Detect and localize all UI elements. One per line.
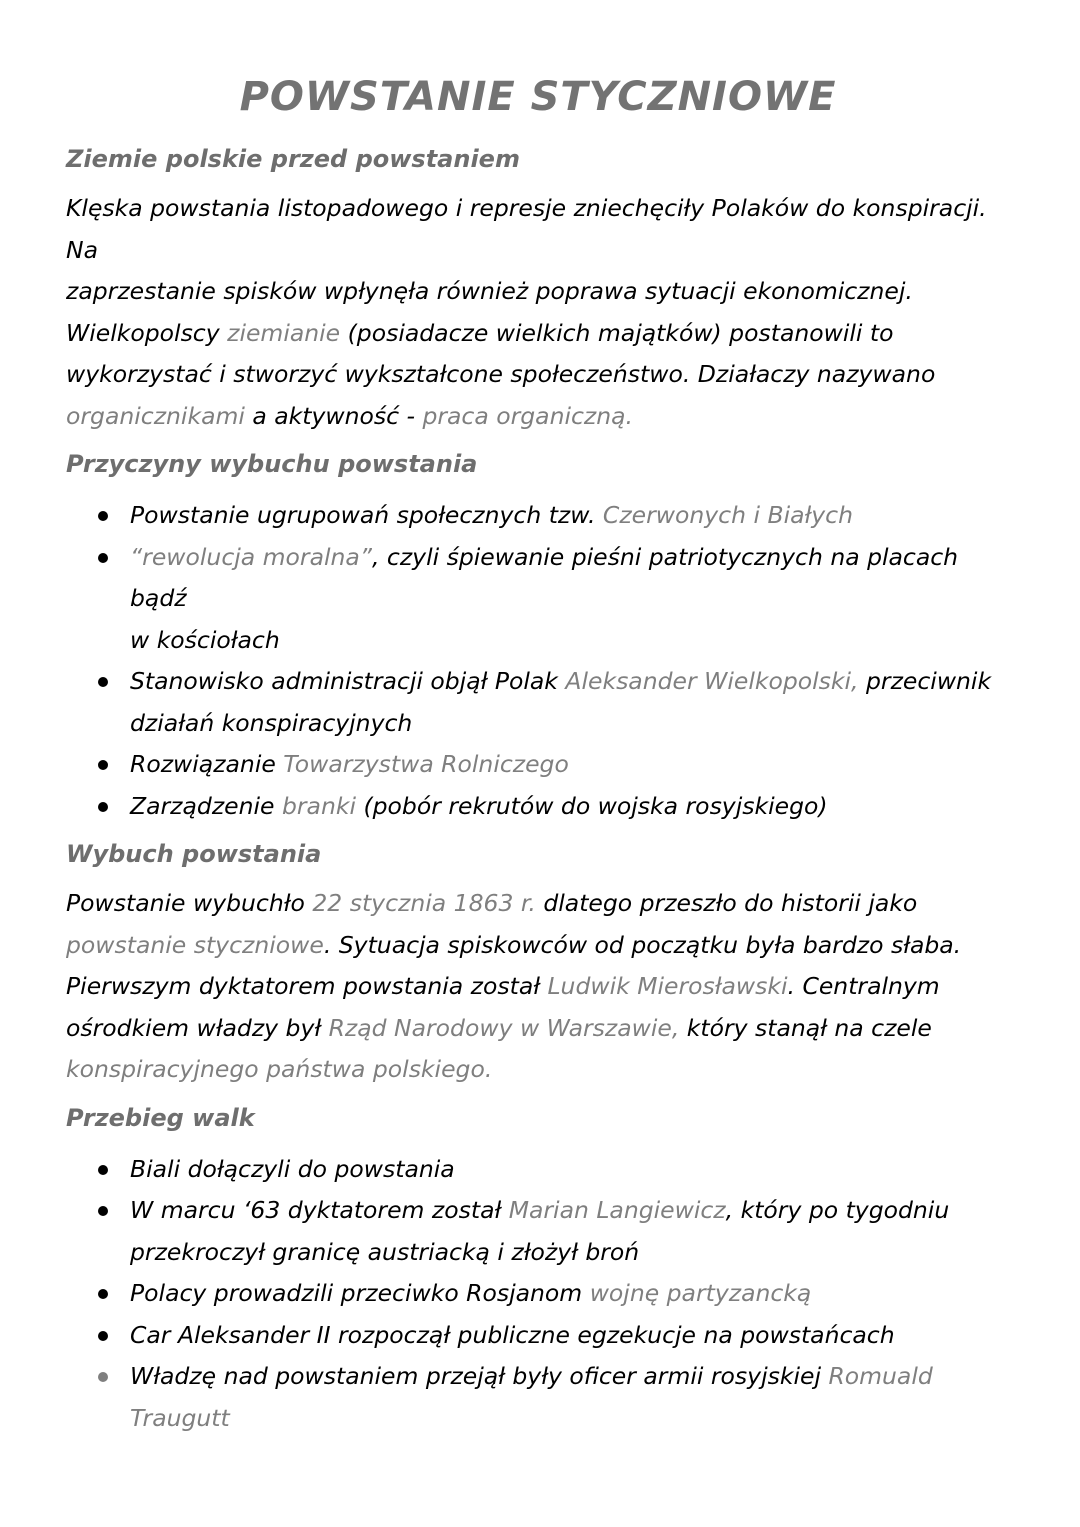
highlighted-term: ziemianie: [227, 318, 341, 347]
bullet-icon: [98, 1372, 108, 1382]
highlighted-term: Marian Langiewicz: [508, 1196, 726, 1224]
bullet-icon: [98, 1206, 108, 1216]
bullet-icon: [98, 553, 108, 563]
bullet-icon: [98, 677, 108, 687]
section-heading-causes: Przyczyny wybuchu powstania: [66, 450, 478, 478]
highlighted-term: Rząd Narodowy w Warszawie,: [328, 1013, 680, 1042]
bullet-icon: [98, 1165, 108, 1175]
highlighted-term: Ludwik Mierosławski: [547, 972, 788, 1000]
list-item: Car Aleksander II rozpoczął publiczne egzekucje na powstańcach: [130, 1315, 1010, 1357]
list-item: Polacy prowadzili przeciwko Rosjanom wojnę partyzancką: [130, 1273, 1010, 1315]
highlighted-term: wojnę partyzancką: [589, 1279, 812, 1307]
highlighted-term: organicznikami: [66, 401, 245, 430]
list-item: “rewolucja moralna”, czyli śpiewanie pieśni patriotycznych na placach bądź w kościołach: [130, 537, 1010, 662]
list-item: W marcu ‘63 dyktatorem został Marian Langiewicz, który po tygodniu przekroczył granicę austriacką i złożył broń: [130, 1190, 1010, 1273]
text-line: Wielkopolscy ziemianie (posiadacze wielkich majątków) postanowili to: [66, 318, 894, 347]
text-line: Powstanie wybuchło 22 stycznia 1863 r. dlatego przeszło do historii jako: [66, 889, 918, 917]
paragraph-outbreak: [66, 883, 1010, 1091]
paragraph-before-uprising: [66, 188, 1010, 437]
text-line: ośrodkiem władzy był Rząd Narodowy w Warszawie, który stanął na czele: [66, 1013, 932, 1042]
list-item: Władzę nad powstaniem przejął były oficer armii rosyjskiej Romuald Traugutt: [130, 1356, 1010, 1439]
highlighted-term: branki: [281, 791, 356, 820]
highlighted-term: 22 stycznia 1863 r.: [312, 889, 536, 917]
highlighted-term: Towarzystwa Rolniczego: [283, 750, 569, 778]
text-line: powstanie styczniowe. Sytuacja spiskowców od początku była bardzo słaba.: [66, 930, 962, 959]
list-item: Stanowisko administracji objął Polak Aleksander Wielkopolski, przeciwnik działań konspiracyjnych: [130, 661, 1010, 744]
highlighted-term: Romuald: [828, 1362, 933, 1390]
causes-list: [66, 495, 1010, 827]
bullet-icon: [98, 802, 108, 812]
bullet-icon: [98, 760, 108, 770]
list-item: Powstanie ugrupowań społecznych tzw. Czerwonych i Białych: [130, 495, 1010, 537]
text-line: Klęska powstania listopadowego i represje zniechęciły Polaków do konspiracji. Na: [66, 194, 987, 264]
text-line: organicznikami a aktywność - praca organiczną.: [66, 401, 634, 430]
list-item: Zarządzenie branki (pobór rekrutów do wojska rosyjskiego): [130, 786, 1010, 828]
highlighted-term: Czerwonych i Białych: [602, 501, 853, 529]
highlighted-term: powstanie styczniowe: [66, 930, 324, 959]
list-item: Biali dołączyli do powstania: [130, 1149, 1010, 1191]
text-line: Pierwszym dyktatorem powstania został Ludwik Mierosławski. Centralnym: [66, 972, 940, 1000]
highlighted-term: Aleksander Wielkopolski,: [565, 667, 859, 695]
highlighted-term: praca organiczną.: [422, 401, 634, 430]
section-heading-outbreak: Wybuch powstania: [66, 840, 322, 868]
highlighted-term: Traugutt: [130, 1403, 230, 1432]
highlighted-term: “rewolucja moralna”: [130, 542, 372, 571]
fighting-list: [66, 1149, 1010, 1440]
text-line: zaprzestanie spisków wpłynęła również poprawa sytuacji ekonomicznej.: [66, 277, 913, 305]
section-heading-before-uprising: Ziemie polskie przed powstaniem: [66, 145, 520, 173]
list-item: Rozwiązanie Towarzystwa Rolniczego: [130, 744, 1010, 786]
text-line: konspiracyjnego państwa polskiego.: [66, 1055, 493, 1083]
document-title: POWSTANIE STYCZNIOWE: [239, 74, 837, 120]
bullet-icon: [98, 511, 108, 521]
text-line: wykorzystać i stworzyć wykształcone społeczeństwo. Działaczy nazywano: [66, 360, 936, 388]
bullet-icon: [98, 1331, 108, 1341]
bullet-icon: [98, 1289, 108, 1299]
section-heading-course-of-fighting: Przebieg walk: [66, 1103, 255, 1132]
